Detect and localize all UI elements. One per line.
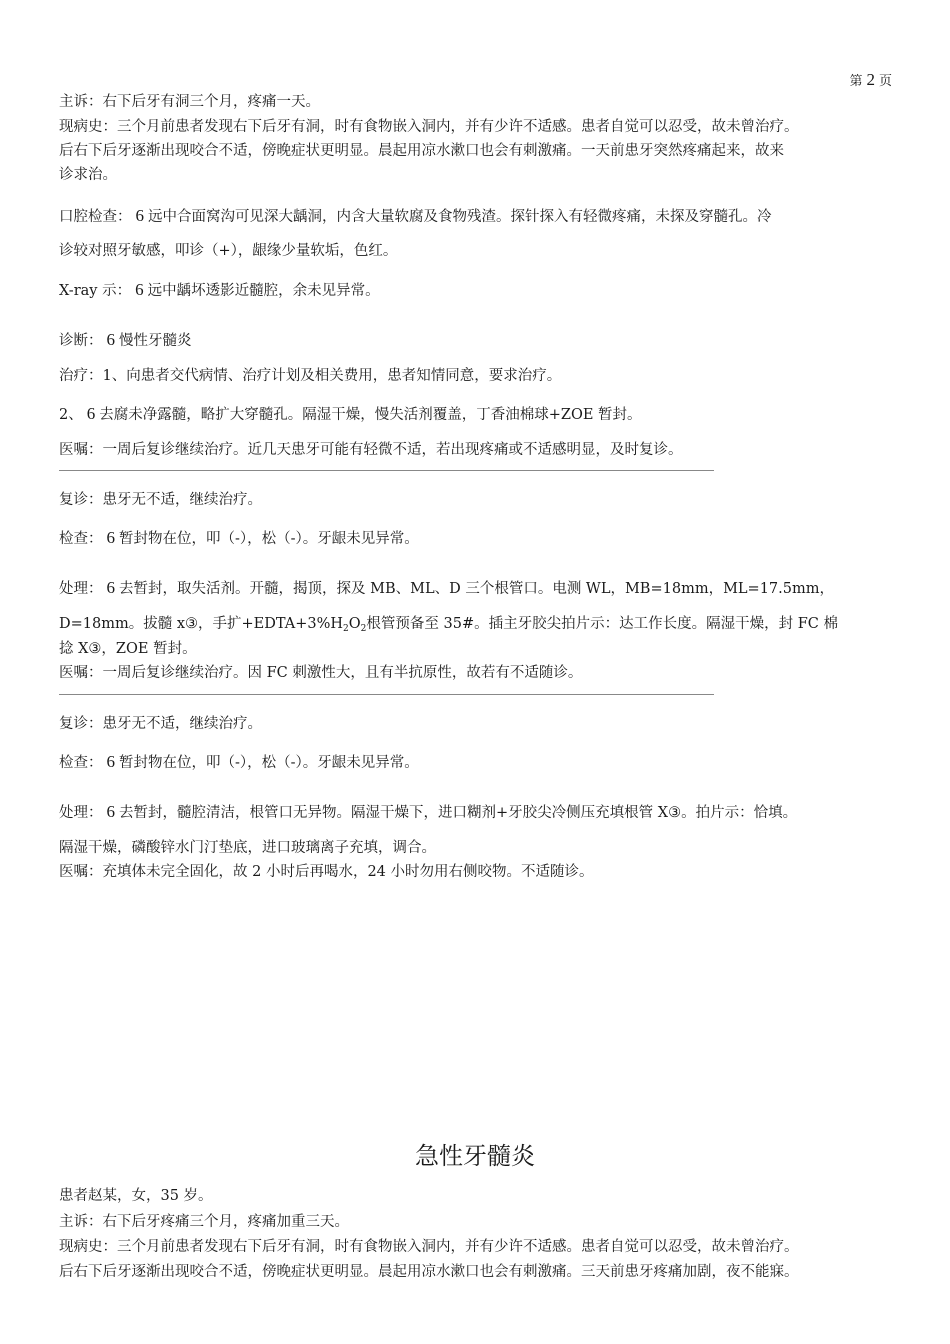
section-title: 急性牙髓炎	[415, 1142, 535, 1170]
procedure-line-2: D=18mm。拔髓 x③，手扩$+EDTA+3\%H_2O_2$根管预备至 35#。插主牙胶尖拍片示：达工作长度。隔湿干燥，封 FC 棉	[59, 616, 838, 634]
tooth-number: 6	[135, 206, 144, 225]
tooth-number: 6	[106, 330, 115, 349]
history2-line-2: 后右下后牙逐渐出现咬合不适，傍晚症状更明显。晨起用凉水漱口也会有刺激痛。三天前患牙疼痛加剧，夜不能寐。	[59, 1264, 799, 1280]
advice-line-1: 医嘱：一周后复诊继续治疗。近几天患牙可能有轻微不适，若出现疼痛或不适感明显，及时复诊。	[59, 442, 683, 458]
diagnosis-line: 诊断： 6 慢性牙髓炎	[59, 330, 192, 349]
history-line-1: 现病史：三个月前患者发现右下后牙有洞，时有食物嵌入洞内，并有少许不适感。患者自觉可以忍受，故未曾治疗。	[59, 119, 799, 135]
tooth-number: 6	[106, 578, 115, 597]
treatment-line-1: 治疗：1、向患者交代病情、治疗计划及相关费用，患者知情同意，要求治疗。	[59, 368, 562, 384]
advice-line-2: 医嘱：一周后复诊继续治疗。因 FC 刺激性大，且有半抗原性，故若有不适随诊。	[59, 665, 583, 681]
revisit-line-2: 复诊：患牙无不适，继续治疗。	[59, 716, 262, 732]
chief-complaint: 主诉：右下后牙有洞三个月，疼痛一天。	[59, 94, 320, 110]
patient-info: 患者赵某，女，35 岁。	[59, 1188, 213, 1204]
page-number: 第 2 页	[849, 70, 892, 89]
history2-line-1: 现病史：三个月前患者发现右下后牙有洞，时有食物嵌入洞内，并有少许不适感。患者自觉可以忍受，故未曾治疗。	[59, 1239, 799, 1255]
procedure-line-3: 捻 X③，ZOE 暂封。	[59, 641, 197, 657]
tooth-number: 6	[86, 404, 96, 423]
history-line-3: 诊求治。	[59, 167, 117, 183]
xray-line: X-ray 示： 6 远中龋坏透影近髓腔，余未见异常。	[59, 280, 380, 299]
history-line-2: 后右下后牙逐渐出现咬合不适，傍晚症状更明显。晨起用凉水漱口也会有刺激痛。一天前患牙突然疼痛起来，故来	[59, 143, 784, 159]
procedure-line-5: 隔湿干燥，磷酸锌水门汀垫底，进口玻璃离子充填，调合。	[59, 840, 436, 856]
oral-exam-line-1: 口腔检查： 6 远中合面窝沟可见深大龋洞，内含大量软腐及食物残渣。探针探入有轻微疼痛，未探及穿髓孔。冷	[59, 206, 772, 225]
tooth-number: 6	[106, 752, 115, 771]
check-line-1: 检查： 6 暂封物在位，叩（-），松（-）。牙龈未见异常。	[59, 528, 419, 547]
procedure-line-4: 处理： 6 去暂封，髓腔清洁，根管口无异物。隔湿干燥下，进口糊剂+牙胶尖冷侧压充填根管 X③。拍片示：恰填。	[59, 802, 798, 821]
tooth-number: 6	[106, 802, 115, 821]
chief-complaint-2: 主诉：右下后牙疼痛三个月，疼痛加重三天。	[59, 1214, 349, 1230]
check-line-2: 检查： 6 暂封物在位，叩（-），松（-）。牙龈未见异常。	[59, 752, 419, 771]
separator-line	[59, 470, 714, 471]
revisit-line-1: 复诊：患牙无不适，继续治疗。	[59, 492, 262, 508]
tooth-number: 6	[106, 528, 115, 547]
advice-line-3: 医嘱：充填体未完全固化，故 2 小时后再喝水，24 小时勿用右侧咬物。不适随诊。	[59, 864, 594, 880]
tooth-number: 6	[135, 280, 144, 299]
oral-exam-line-2: 诊较对照牙敏感，叩诊（+），龈缘少量软垢，色红。	[59, 243, 398, 259]
treatment-line-2: 2、 6 去腐未净露髓，略扩大穿髓孔。隔湿干燥，慢失活剂覆盖，丁香油棉球+ZOE 暂封。	[59, 404, 642, 423]
separator-line	[59, 694, 714, 695]
procedure-line-1: 处理： 6 去暂封，取失活剂。开髓，揭顶，探及 MB、ML、D 三个根管口。电测 WL，MB=18mm，ML=17.5mm，	[59, 578, 834, 597]
